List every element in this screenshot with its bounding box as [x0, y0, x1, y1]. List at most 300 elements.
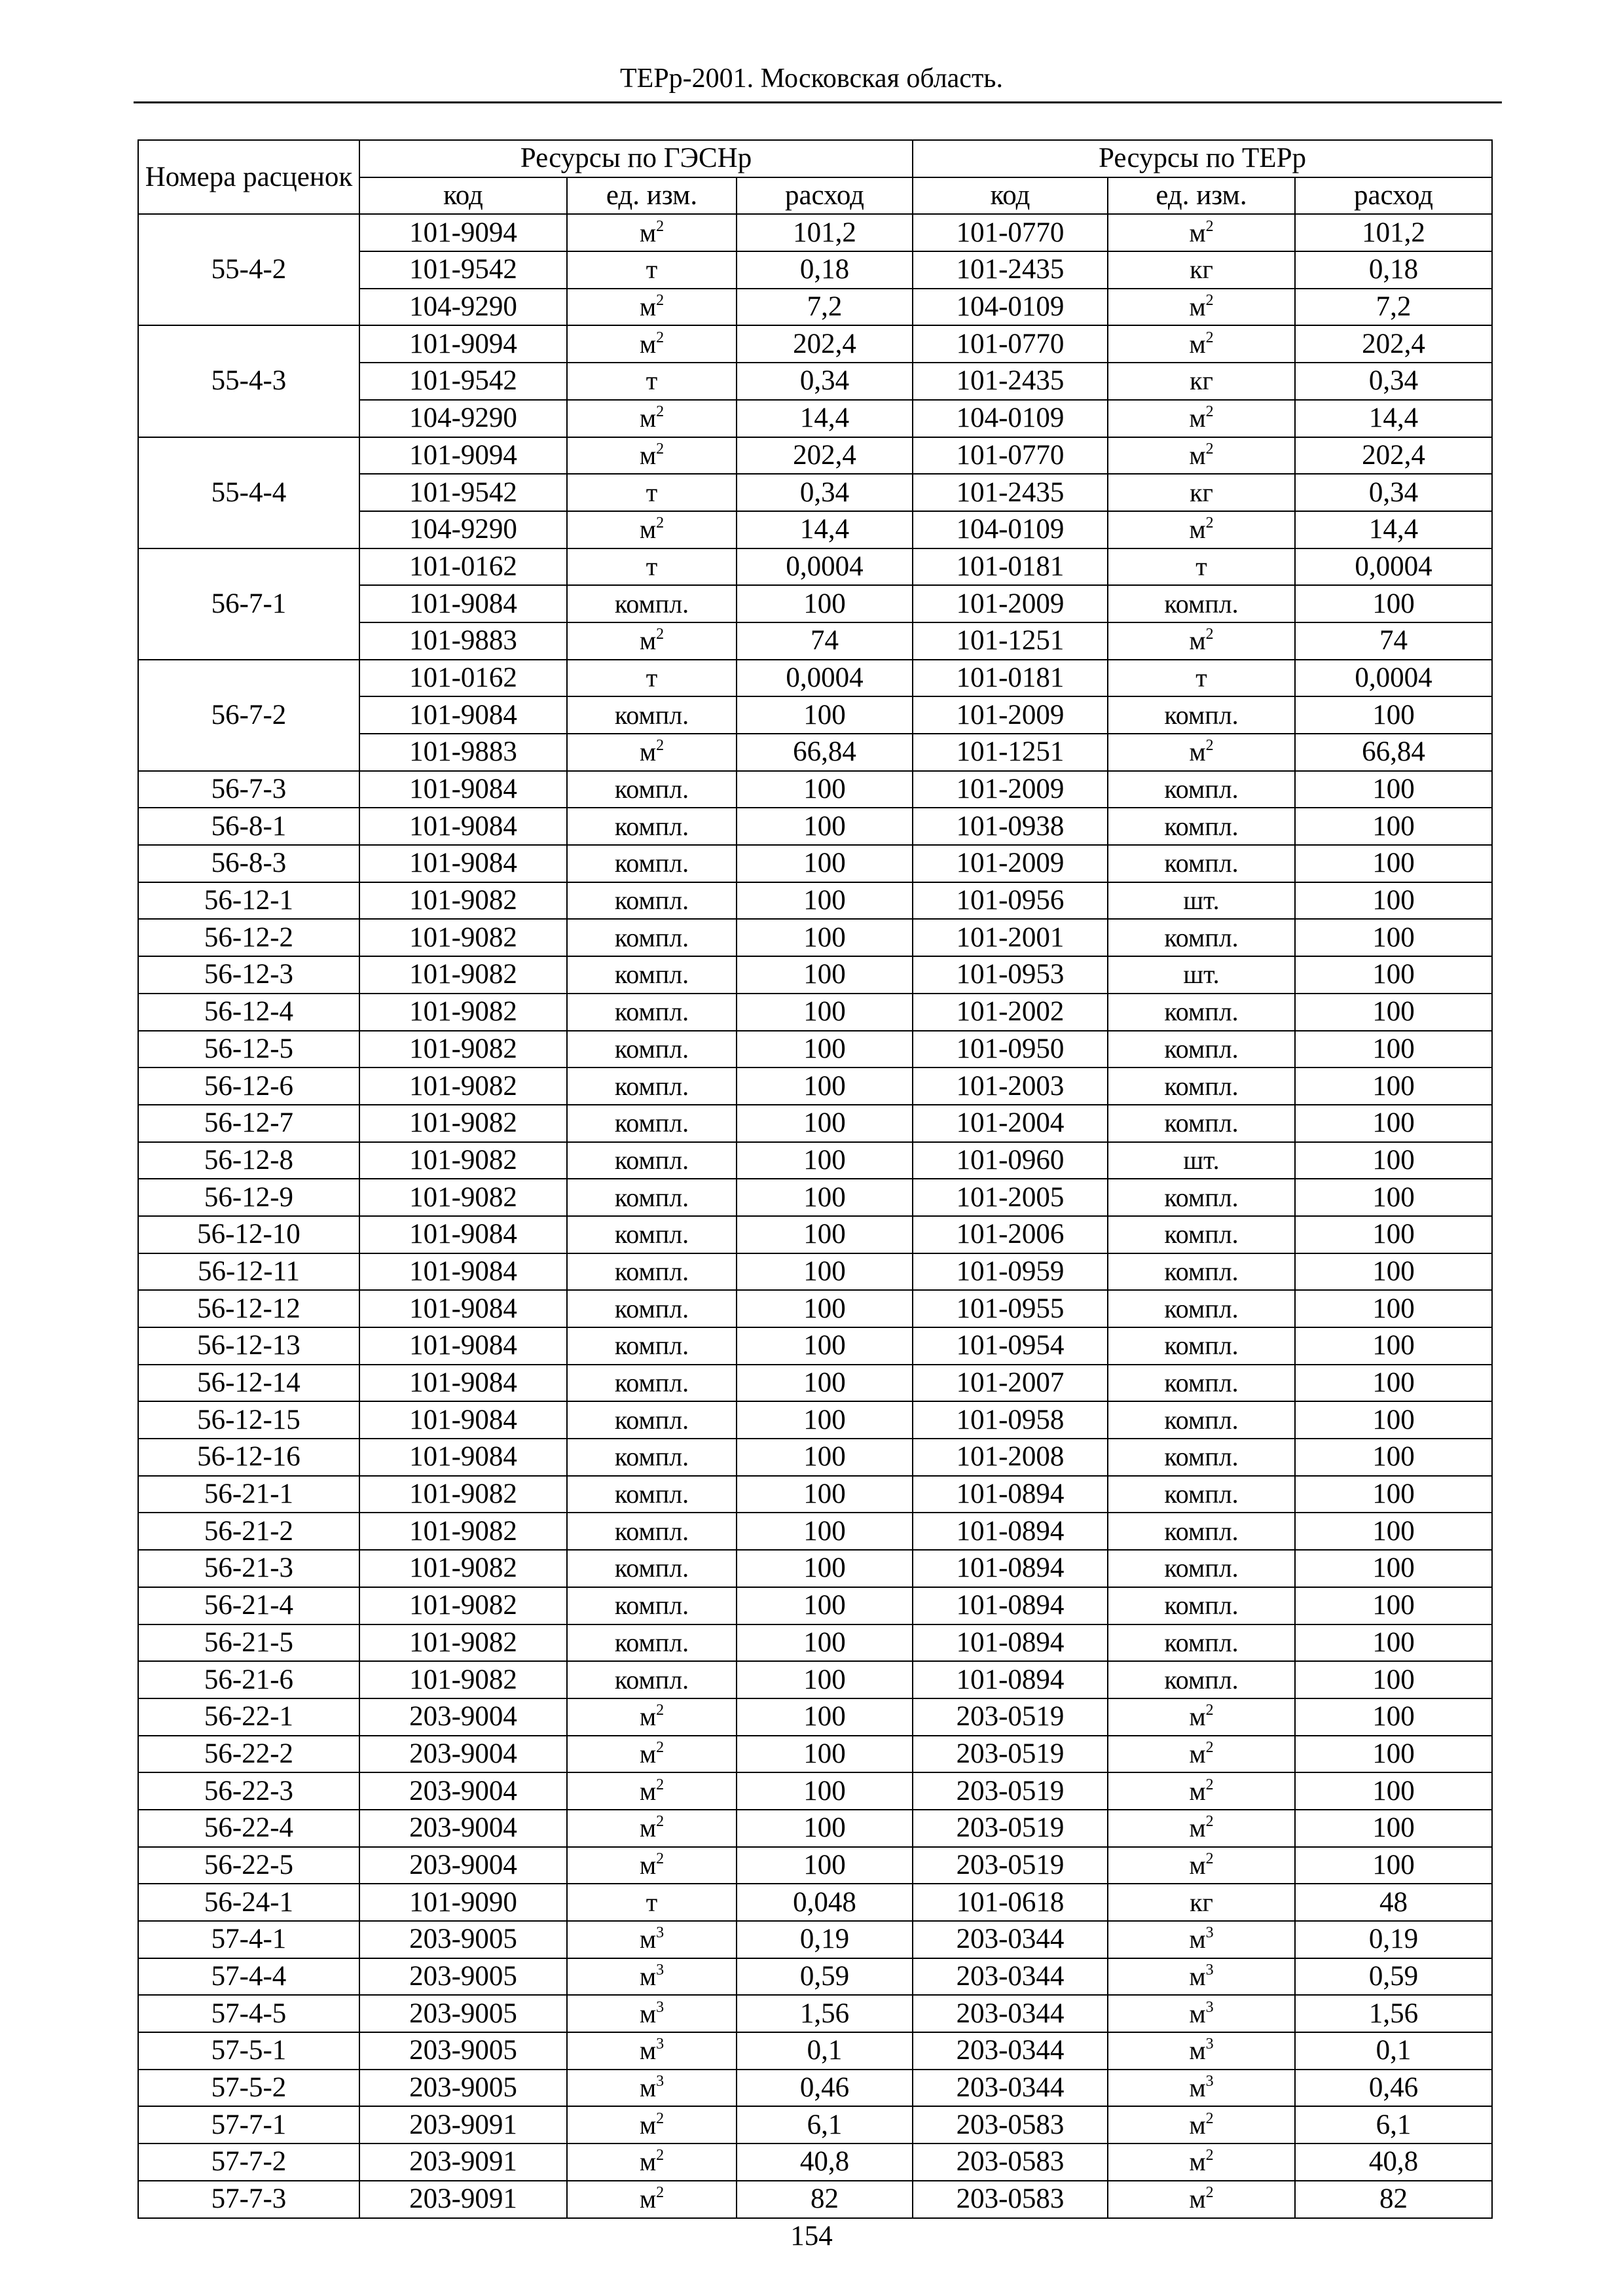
gesnr-consumption-header: расход: [737, 177, 913, 215]
terr-unit-header: ед. изм.: [1108, 177, 1295, 215]
gesnr-code-cell: 101-9084: [359, 1216, 567, 1253]
terr-code-cell: 101-2009: [913, 585, 1108, 622]
terr-consumption-cell: 100: [1295, 1550, 1492, 1587]
terr-consumption-cell: 0,19: [1295, 1921, 1492, 1958]
table-row: [138, 1587, 1492, 1624]
terr-code-cell: 101-2435: [913, 474, 1108, 511]
gesnr-code-cell: 101-9094: [359, 214, 567, 251]
gesnr-code-cell: 101-9542: [359, 363, 567, 400]
terr-unit-cell: компл.: [1108, 994, 1295, 1031]
terr-code-cell: 101-2003: [913, 1067, 1108, 1105]
rate-number-cell: 55-4-3: [138, 325, 359, 437]
terr-unit-cell: компл.: [1108, 1587, 1295, 1624]
terr-consumption-cell: 0,46: [1295, 2070, 1492, 2107]
rate-number-cell: 57-4-1: [138, 1921, 359, 1958]
rate-number-cell: 56-7-2: [138, 660, 359, 771]
gesnr-consumption-cell: 100: [737, 882, 913, 920]
gesnr-consumption-cell: 100: [737, 845, 913, 882]
terr-unit-cell: $м^3$: [1108, 1958, 1295, 1996]
terr-unit-cell: кг: [1108, 474, 1295, 511]
terr-unit-cell: $м^2$: [1108, 437, 1295, 475]
terr-consumption-cell: 100: [1295, 1587, 1492, 1624]
terr-unit-cell: $м^2$: [1108, 325, 1295, 363]
table-row: [138, 1995, 1492, 2032]
table-row: [138, 994, 1492, 1031]
terr-code-cell: 203-0583: [913, 2106, 1108, 2144]
gesnr-code-cell: 203-9091: [359, 2106, 567, 2144]
gesnr-unit-cell: компл.: [567, 1105, 737, 1142]
gesnr-consumption-cell: 100: [737, 1513, 913, 1550]
table-row: [138, 1401, 1492, 1439]
gesnr-unit-cell: т: [567, 251, 737, 289]
terr-code-cell: 203-0344: [913, 1921, 1108, 1958]
terr-consumption-cell: 100: [1295, 808, 1492, 845]
gesnr-code-cell: 104-9290: [359, 400, 567, 437]
gesnr-code-cell: 101-9082: [359, 994, 567, 1031]
gesnr-unit-cell: $м^2$: [567, 2144, 737, 2181]
gesnr-code-cell: 101-9084: [359, 845, 567, 882]
table-row: [138, 1624, 1492, 1662]
gesnr-unit-cell: $м^2$: [567, 734, 737, 771]
page-header: ТЕРр-2001. Московская область.: [620, 63, 1003, 94]
table-row: [138, 1142, 1492, 1179]
gesnr-unit-cell: компл.: [567, 1031, 737, 1068]
table-row: [138, 845, 1492, 882]
gesnr-consumption-cell: 100: [737, 1142, 913, 1179]
table-row: [138, 1810, 1492, 1847]
terr-consumption-cell: 100: [1295, 1365, 1492, 1402]
terr-consumption-cell: 0,59: [1295, 1958, 1492, 1996]
terr-unit-cell: шт.: [1108, 882, 1295, 920]
gesnr-code-cell: 101-9082: [359, 1550, 567, 1587]
terr-code-cell: 101-0894: [913, 1513, 1108, 1550]
terr-consumption-cell: 100: [1295, 1772, 1492, 1810]
gesnr-consumption-cell: 100: [737, 1772, 913, 1810]
gesnr-consumption-cell: 0,18: [737, 251, 913, 289]
gesnr-unit-cell: т: [567, 548, 737, 586]
gesnr-code-cell: 203-9004: [359, 1772, 567, 1810]
terr-code-cell: 101-0894: [913, 1587, 1108, 1624]
terr-code-cell: 101-2009: [913, 771, 1108, 808]
terr-consumption-cell: 100: [1295, 696, 1492, 734]
gesnr-unit-cell: компл.: [567, 994, 737, 1031]
rate-number-cell: 57-4-5: [138, 1995, 359, 2032]
rate-number-cell: 56-22-4: [138, 1810, 359, 1847]
page-number: 154: [790, 2221, 833, 2251]
terr-consumption-cell: 100: [1295, 771, 1492, 808]
rate-number-cell: 56-21-4: [138, 1587, 359, 1624]
gesnr-consumption-cell: 100: [737, 1624, 913, 1662]
terr-consumption-cell: 0,34: [1295, 474, 1492, 511]
gesnr-consumption-cell: 0,0004: [737, 548, 913, 586]
terr-unit-cell: компл.: [1108, 771, 1295, 808]
gesnr-unit-cell: $м^3$: [567, 2032, 737, 2070]
terr-code-cell: 101-0770: [913, 214, 1108, 251]
table-row: [138, 660, 1492, 697]
rate-number-cell: 56-12-16: [138, 1439, 359, 1476]
terr-code-cell: 101-0894: [913, 1624, 1108, 1662]
gesnr-unit-cell: компл.: [567, 771, 737, 808]
gesnr-unit-cell: $м^2$: [567, 2106, 737, 2144]
terr-header: Ресурсы по ТЕРр: [913, 140, 1492, 177]
gesnr-consumption-cell: 0,59: [737, 1958, 913, 1996]
table-row: [138, 1216, 1492, 1253]
gesnr-consumption-cell: 0,34: [737, 474, 913, 511]
terr-unit-cell: компл.: [1108, 1067, 1295, 1105]
gesnr-code-cell: 203-9004: [359, 1736, 567, 1773]
rate-number-cell: 56-7-1: [138, 548, 359, 660]
rate-number-cell: 56-12-15: [138, 1401, 359, 1439]
terr-unit-cell: компл.: [1108, 1031, 1295, 1068]
gesnr-unit-cell: $м^3$: [567, 1921, 737, 1958]
gesnr-unit-cell: $м^2$: [567, 400, 737, 437]
gesnr-unit-cell: компл.: [567, 1179, 737, 1216]
terr-unit-cell: $м^2$: [1108, 1810, 1295, 1847]
terr-consumption-cell: 100: [1295, 1513, 1492, 1550]
table-row: [138, 1921, 1492, 1958]
table-row: [138, 1179, 1492, 1216]
terr-code-cell: 203-0344: [913, 2032, 1108, 2070]
terr-code-cell: 203-0519: [913, 1736, 1108, 1773]
gesnr-consumption-cell: 100: [737, 1105, 913, 1142]
gesnr-consumption-cell: 100: [737, 1439, 913, 1476]
gesnr-unit-cell: компл.: [567, 882, 737, 920]
gesnr-code-cell: 101-9082: [359, 1142, 567, 1179]
terr-unit-cell: $м^2$: [1108, 1772, 1295, 1810]
gesnr-unit-cell: $м^2$: [567, 437, 737, 475]
terr-code-cell: 101-0938: [913, 808, 1108, 845]
gesnr-code-cell: 101-9090: [359, 1884, 567, 1921]
terr-unit-cell: компл.: [1108, 1476, 1295, 1513]
gesnr-code-cell: 101-9084: [359, 1290, 567, 1327]
terr-code-cell: 101-0953: [913, 956, 1108, 994]
rate-number-cell: 56-8-1: [138, 808, 359, 845]
terr-consumption-cell: 100: [1295, 1401, 1492, 1439]
table-row: [138, 1513, 1492, 1550]
terr-unit-cell: компл.: [1108, 1290, 1295, 1327]
terr-unit-cell: $м^2$: [1108, 2181, 1295, 2218]
table-row: [138, 1736, 1492, 1773]
table-row: [138, 1476, 1492, 1513]
rate-number-cell: 56-12-13: [138, 1327, 359, 1365]
rate-number-cell: 56-22-3: [138, 1772, 359, 1810]
gesnr-consumption-cell: 40,8: [737, 2144, 913, 2181]
terr-unit-cell: компл.: [1108, 845, 1295, 882]
terr-unit-cell: компл.: [1108, 1105, 1295, 1142]
table-row: [138, 2106, 1492, 2144]
gesnr-unit-cell: $м^2$: [567, 2181, 737, 2218]
gesnr-consumption-cell: 66,84: [737, 734, 913, 771]
terr-consumption-cell: 100: [1295, 956, 1492, 994]
gesnr-consumption-cell: 1,56: [737, 1995, 913, 2032]
terr-code-cell: 101-0894: [913, 1476, 1108, 1513]
terr-code-cell: 101-0956: [913, 882, 1108, 920]
gesnr-code-cell: 101-9084: [359, 1401, 567, 1439]
gesnr-unit-cell: компл.: [567, 1142, 737, 1179]
gesnr-code-cell: 101-9082: [359, 1476, 567, 1513]
terr-consumption-cell: 14,4: [1295, 511, 1492, 548]
terr-unit-cell: компл.: [1108, 696, 1295, 734]
table-row: [138, 2070, 1492, 2107]
terr-consumption-cell: 100: [1295, 1327, 1492, 1365]
gesnr-unit-cell: т: [567, 474, 737, 511]
table-row: [138, 2144, 1492, 2181]
terr-unit-cell: кг: [1108, 363, 1295, 400]
gesnr-code-cell: 101-9084: [359, 585, 567, 622]
terr-consumption-cell: 1,56: [1295, 1995, 1492, 2032]
rate-number-cell: 56-24-1: [138, 1884, 359, 1921]
gesnr-unit-cell: $м^2$: [567, 1736, 737, 1773]
gesnr-unit-cell: компл.: [567, 1587, 737, 1624]
terr-unit-cell: $м^2$: [1108, 2144, 1295, 2181]
gesnr-code-cell: 203-9005: [359, 1921, 567, 1958]
terr-unit-cell: шт.: [1108, 956, 1295, 994]
gesnr-consumption-cell: 100: [737, 1031, 913, 1068]
terr-code-cell: 203-0583: [913, 2144, 1108, 2181]
terr-consumption-cell: 100: [1295, 919, 1492, 956]
terr-code-cell: 203-0519: [913, 1847, 1108, 1884]
gesnr-unit-cell: компл.: [567, 1624, 737, 1662]
terr-code-cell: 101-2001: [913, 919, 1108, 956]
terr-code-cell: 101-2002: [913, 994, 1108, 1031]
table-row: [138, 1067, 1492, 1105]
rate-number-cell: 56-21-1: [138, 1476, 359, 1513]
terr-unit-cell: компл.: [1108, 1253, 1295, 1291]
terr-consumption-cell: 100: [1295, 1216, 1492, 1253]
terr-unit-cell: компл.: [1108, 919, 1295, 956]
terr-code-cell: 101-0955: [913, 1290, 1108, 1327]
terr-consumption-cell: 74: [1295, 622, 1492, 660]
gesnr-code-cell: 104-9290: [359, 289, 567, 326]
gesnr-consumption-cell: 100: [737, 1698, 913, 1736]
gesnr-code-cell: 101-9883: [359, 734, 567, 771]
gesnr-consumption-cell: 101,2: [737, 214, 913, 251]
gesnr-code-cell: 101-9084: [359, 1253, 567, 1291]
rate-number-cell: 56-12-5: [138, 1031, 359, 1068]
table-row: [138, 548, 1492, 586]
gesnr-code-cell: 101-9542: [359, 474, 567, 511]
rate-number-cell: 56-22-1: [138, 1698, 359, 1736]
terr-code-cell: 101-2007: [913, 1365, 1108, 1402]
terr-unit-cell: компл.: [1108, 1401, 1295, 1439]
terr-unit-cell: $м^3$: [1108, 2032, 1295, 2070]
table-row: [138, 1105, 1492, 1142]
rate-number-cell: 55-4-4: [138, 437, 359, 548]
gesnr-unit-cell: $м^2$: [567, 622, 737, 660]
terr-code-cell: 101-0770: [913, 437, 1108, 475]
terr-code-cell: 203-0519: [913, 1810, 1108, 1847]
gesnr-consumption-cell: 100: [737, 1290, 913, 1327]
terr-code-cell: 203-0583: [913, 2181, 1108, 2218]
terr-consumption-cell: 202,4: [1295, 325, 1492, 363]
gesnr-unit-cell: компл.: [567, 1290, 737, 1327]
gesnr-unit-cell: компл.: [567, 1401, 737, 1439]
gesnr-code-cell: 203-9091: [359, 2181, 567, 2218]
gesnr-code-cell: 101-9084: [359, 808, 567, 845]
rate-number-cell: 56-12-4: [138, 994, 359, 1031]
gesnr-code-cell: 101-0162: [359, 660, 567, 697]
rate-number-cell: 57-7-2: [138, 2144, 359, 2181]
gesnr-code-cell: 101-9084: [359, 1439, 567, 1476]
terr-unit-cell: $м^2$: [1108, 289, 1295, 326]
terr-consumption-cell: 100: [1295, 1142, 1492, 1179]
terr-unit-cell: компл.: [1108, 1624, 1295, 1662]
terr-code-cell: 101-2008: [913, 1439, 1108, 1476]
terr-consumption-cell: 0,34: [1295, 363, 1492, 400]
terr-consumption-cell: 100: [1295, 1253, 1492, 1291]
gesnr-code-cell: 104-9290: [359, 511, 567, 548]
terr-consumption-cell: 7,2: [1295, 289, 1492, 326]
terr-consumption-header: расход: [1295, 177, 1492, 215]
terr-code-cell: 101-0894: [913, 1661, 1108, 1698]
terr-unit-cell: $м^2$: [1108, 622, 1295, 660]
gesnr-code-cell: 101-9084: [359, 1365, 567, 1402]
rate-number-cell: 56-12-14: [138, 1365, 359, 1402]
gesnr-unit-cell: $м^2$: [567, 1810, 737, 1847]
table-row: [138, 437, 1492, 475]
table-row: [138, 882, 1492, 920]
gesnr-consumption-cell: 100: [737, 585, 913, 622]
rate-number-cell: 56-12-1: [138, 882, 359, 920]
table-row: [138, 1365, 1492, 1402]
terr-consumption-cell: 14,4: [1295, 400, 1492, 437]
table-row: [138, 1031, 1492, 1068]
gesnr-unit-cell: компл.: [567, 1661, 737, 1698]
rate-number-cell: 56-22-2: [138, 1736, 359, 1773]
gesnr-consumption-cell: 100: [737, 1179, 913, 1216]
gesnr-consumption-cell: 100: [737, 994, 913, 1031]
terr-unit-cell: компл.: [1108, 1513, 1295, 1550]
header-rule: [134, 101, 1502, 103]
gesnr-unit-cell: $м^2$: [567, 1847, 737, 1884]
gesnr-code-cell: 101-9082: [359, 1661, 567, 1698]
gesnr-unit-cell: компл.: [567, 1067, 737, 1105]
gesnr-unit-cell: компл.: [567, 1476, 737, 1513]
rate-number-cell: 56-21-5: [138, 1624, 359, 1662]
gesnr-code-cell: 101-9082: [359, 1624, 567, 1662]
rate-number-cell: 56-12-2: [138, 919, 359, 956]
gesnr-unit-cell: компл.: [567, 1216, 737, 1253]
terr-code-cell: 101-2009: [913, 845, 1108, 882]
terr-consumption-cell: 101,2: [1295, 214, 1492, 251]
gesnr-unit-cell: $м^2$: [567, 1698, 737, 1736]
terr-consumption-cell: 100: [1295, 1847, 1492, 1884]
gesnr-code-cell: 101-0162: [359, 548, 567, 586]
terr-unit-cell: компл.: [1108, 1661, 1295, 1698]
gesnr-code-cell: 203-9004: [359, 1847, 567, 1884]
gesnr-code-cell: 203-9005: [359, 1995, 567, 2032]
terr-unit-cell: компл.: [1108, 1179, 1295, 1216]
gesnr-code-cell: 101-9082: [359, 956, 567, 994]
gesnr-unit-cell: компл.: [567, 808, 737, 845]
gesnr-header: Ресурсы по ГЭСНр: [359, 140, 913, 177]
gesnr-unit-cell: компл.: [567, 1439, 737, 1476]
gesnr-consumption-cell: 82: [737, 2181, 913, 2218]
terr-unit-cell: т: [1108, 660, 1295, 697]
terr-code-cell: 104-0109: [913, 400, 1108, 437]
rate-number-cell: 56-12-3: [138, 956, 359, 994]
terr-unit-cell: компл.: [1108, 1550, 1295, 1587]
gesnr-consumption-cell: 202,4: [737, 437, 913, 475]
gesnr-unit-cell: компл.: [567, 845, 737, 882]
gesnr-code-cell: 101-9082: [359, 1105, 567, 1142]
gesnr-code-cell: 101-9082: [359, 882, 567, 920]
terr-unit-cell: компл.: [1108, 1439, 1295, 1476]
terr-consumption-cell: 100: [1295, 1661, 1492, 1698]
terr-consumption-cell: 100: [1295, 1105, 1492, 1142]
terr-unit-cell: кг: [1108, 1884, 1295, 1921]
table-row: [138, 956, 1492, 994]
rate-number-cell: 56-12-6: [138, 1067, 359, 1105]
table-row: [138, 1327, 1492, 1365]
gesnr-unit-cell: компл.: [567, 956, 737, 994]
terr-code-cell: 203-0344: [913, 2070, 1108, 2107]
gesnr-consumption-cell: 74: [737, 622, 913, 660]
gesnr-consumption-cell: 7,2: [737, 289, 913, 326]
gesnr-unit-cell: $м^2$: [567, 511, 737, 548]
gesnr-consumption-cell: 100: [737, 1736, 913, 1773]
terr-code-cell: 104-0109: [913, 289, 1108, 326]
table-row: [138, 1958, 1492, 1996]
gesnr-unit-cell: компл.: [567, 1365, 737, 1402]
table-head: [138, 140, 1492, 214]
gesnr-code-cell: 101-9082: [359, 1031, 567, 1068]
table-row: [138, 1698, 1492, 1736]
terr-code-cell: 101-0770: [913, 325, 1108, 363]
table-row: [138, 2032, 1492, 2070]
rate-number-cell: 57-4-4: [138, 1958, 359, 1996]
gesnr-consumption-cell: 0,0004: [737, 660, 913, 697]
rate-number-cell: 56-12-12: [138, 1290, 359, 1327]
terr-consumption-cell: 100: [1295, 1736, 1492, 1773]
terr-code-cell: 104-0109: [913, 511, 1108, 548]
gesnr-code-cell: 203-9005: [359, 2032, 567, 2070]
terr-consumption-cell: 202,4: [1295, 437, 1492, 475]
terr-unit-cell: $м^2$: [1108, 1847, 1295, 1884]
gesnr-unit-cell: т: [567, 660, 737, 697]
terr-code-cell: 101-2004: [913, 1105, 1108, 1142]
gesnr-code-cell: 101-9082: [359, 919, 567, 956]
gesnr-code-cell: 101-9094: [359, 325, 567, 363]
rate-number-cell: 56-22-5: [138, 1847, 359, 1884]
table-body: [138, 214, 1492, 2217]
terr-consumption-cell: 40,8: [1295, 2144, 1492, 2181]
gesnr-consumption-cell: 100: [737, 1847, 913, 1884]
gesnr-consumption-cell: 14,4: [737, 400, 913, 437]
gesnr-consumption-cell: 100: [737, 1810, 913, 1847]
gesnr-consumption-cell: 0,34: [737, 363, 913, 400]
table-row: [138, 2181, 1492, 2218]
gesnr-unit-cell: компл.: [567, 1327, 737, 1365]
gesnr-code-cell: 101-9084: [359, 696, 567, 734]
terr-code-cell: 101-1251: [913, 622, 1108, 660]
table-row: [138, 1772, 1492, 1810]
rate-number-cell: 56-12-9: [138, 1179, 359, 1216]
terr-consumption-cell: 100: [1295, 845, 1492, 882]
terr-consumption-cell: 100: [1295, 1698, 1492, 1736]
gesnr-consumption-cell: 100: [737, 919, 913, 956]
gesnr-code-cell: 203-9004: [359, 1698, 567, 1736]
rate-number-cell: 56-12-10: [138, 1216, 359, 1253]
terr-code-cell: 101-0959: [913, 1253, 1108, 1291]
table-row: [138, 1884, 1492, 1921]
gesnr-unit-cell: компл.: [567, 1513, 737, 1550]
terr-unit-cell: кг: [1108, 251, 1295, 289]
gesnr-consumption-cell: 100: [737, 1327, 913, 1365]
rate-number-cell: 57-7-3: [138, 2181, 359, 2218]
terr-code-cell: 101-0960: [913, 1142, 1108, 1179]
gesnr-unit-cell: $м^3$: [567, 1995, 737, 2032]
